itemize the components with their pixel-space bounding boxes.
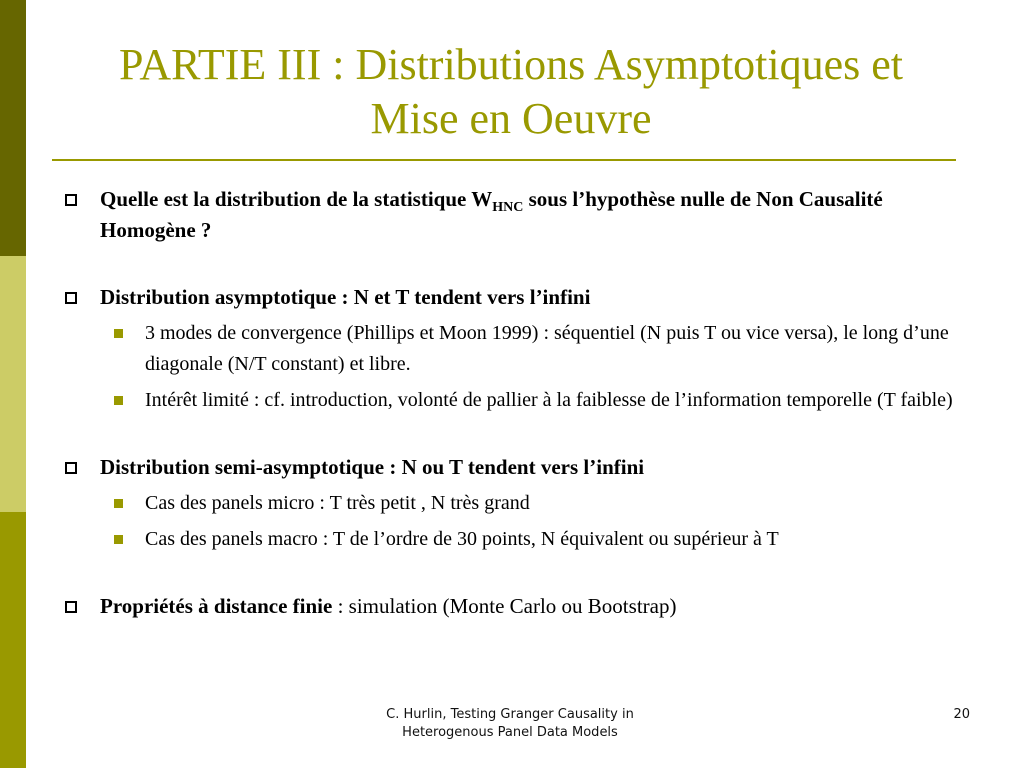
hollow-square-bullet-icon xyxy=(65,292,77,304)
list-item-text: Cas des panels macro : T de l’ordre de 30 points, N équivalent ou supérieur à T xyxy=(145,528,779,550)
side-bar-mid xyxy=(0,512,26,768)
list-item-text: Intérêt limité : cf. introduction, volonté de pallier à la faiblesse de l’information temporelle (T faible) xyxy=(145,389,953,411)
asymptotic-subitems xyxy=(100,318,960,416)
page-number: 20 xyxy=(953,707,970,722)
bullet-semi-asymptotic xyxy=(60,452,960,555)
filled-square-bullet-icon xyxy=(114,499,123,508)
hollow-square-bullet-icon xyxy=(65,462,77,474)
list-item xyxy=(100,385,960,416)
title-line-2: Mise en Oeuvre xyxy=(370,94,652,143)
filled-square-bullet-icon xyxy=(114,396,123,405)
title-divider xyxy=(52,159,956,161)
list-item xyxy=(100,524,960,555)
bullet-finite-sample-text xyxy=(100,594,676,618)
list-item xyxy=(100,318,960,380)
footer-line-2: Heterogenous Panel Data Models xyxy=(402,725,618,740)
hollow-square-bullet-icon xyxy=(65,194,77,206)
slide-content xyxy=(60,184,960,658)
hollow-square-bullet-icon xyxy=(65,601,77,613)
bullet-asymptotic-text: Distribution asymptotique : N et T tendent vers l’infini xyxy=(100,285,591,309)
list-item-text: Cas des panels micro : T très petit , N très grand xyxy=(145,492,530,514)
bullet-finite-sample xyxy=(60,591,960,622)
footer-line-1: C. Hurlin, Testing Granger Causality in xyxy=(386,707,634,722)
side-bar-light xyxy=(0,256,26,512)
filled-square-bullet-icon xyxy=(114,329,123,338)
bullet-semi-asymptotic-text: Distribution semi-asymptotique : N ou T tendent vers l’infini xyxy=(100,455,645,479)
slide-title xyxy=(60,38,962,146)
slide-footer xyxy=(340,706,680,742)
list-item-text: 3 modes de convergence (Phillips et Moon 1999) : séquentiel (N puis T ou vice versa), le long d’une diagonale (N/T constant) et libre. xyxy=(145,322,949,375)
bullet-finite-sample-bold: Propriétés à distance finie xyxy=(100,594,333,618)
list-item xyxy=(100,488,960,519)
bullet-question-subscript: HNC xyxy=(492,200,524,216)
side-bar-dark xyxy=(0,0,26,256)
filled-square-bullet-icon xyxy=(114,535,123,544)
bullet-question xyxy=(60,184,960,246)
bullet-finite-sample-normal: : simulation (Monte Carlo ou Bootstrap) xyxy=(332,594,677,618)
title-line-1: PARTIE III : Distributions Asymptotiques et xyxy=(118,40,904,89)
bullet-question-pre: Quelle est la distribution de la statistique W xyxy=(100,187,493,211)
bullet-question-text xyxy=(100,187,883,242)
semi-asymptotic-subitems xyxy=(100,488,960,555)
bullet-question-post: sous l’hypothèse nulle de Non Causalité Homogène ? xyxy=(100,187,883,242)
bullet-asymptotic xyxy=(60,282,960,416)
